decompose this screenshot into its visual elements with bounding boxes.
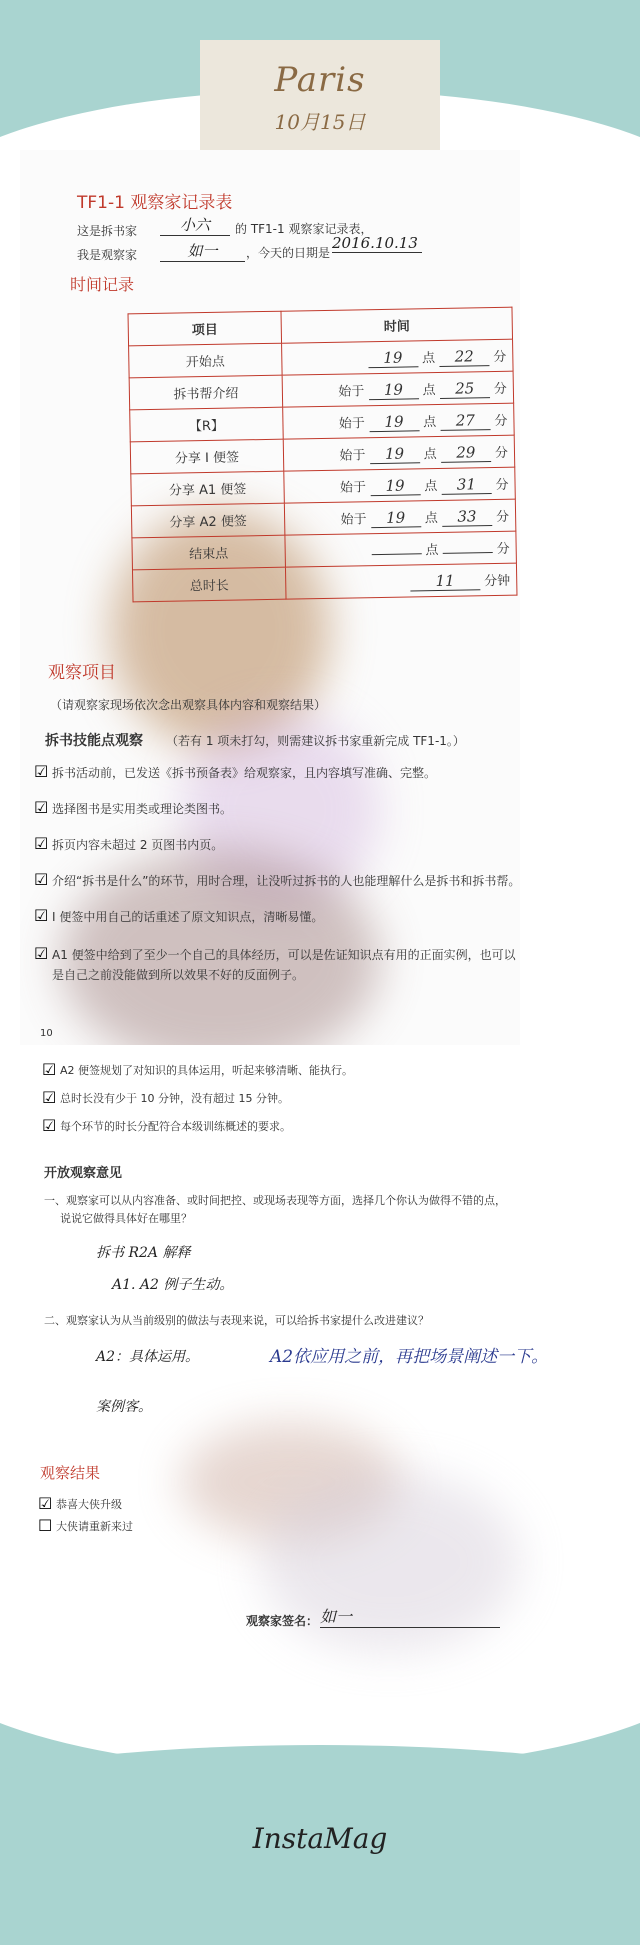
row-time: [285, 531, 517, 567]
hour: 19: [369, 444, 419, 464]
open-title: 开放观察意见: [44, 1166, 123, 1181]
author-name: 小六: [160, 214, 230, 236]
observation-section-title: 观察项目: [48, 663, 116, 683]
checkbox-checked[interactable]: ☑: [42, 1088, 57, 1107]
row-item: 拆书帮介绍: [129, 375, 283, 410]
unit: 分: [493, 349, 507, 365]
prefix: 始于: [339, 447, 366, 464]
result-option-1: 恭喜大侠升级: [56, 1498, 122, 1511]
prefix: 始于: [339, 479, 367, 496]
row-time: [282, 371, 514, 407]
hour: 19: [370, 476, 420, 496]
time-section-title: 时间记录: [70, 275, 135, 294]
table-row-total: [132, 563, 516, 602]
unit: 分: [495, 509, 510, 525]
total-label: 总时长: [132, 567, 286, 602]
unit: 分: [494, 413, 508, 429]
minute: [443, 552, 493, 554]
minute: 33: [442, 507, 492, 527]
sep: 点: [421, 350, 436, 366]
page-number: 10: [40, 1028, 53, 1039]
checkbox-checked[interactable]: ☑: [42, 1116, 57, 1135]
col-time: 时间: [281, 307, 513, 343]
sep: 点: [423, 446, 437, 462]
prefix: 始于: [340, 511, 367, 528]
date-card: [200, 40, 440, 150]
row-time: [283, 435, 515, 471]
question-2: 二、观察家认为从当前级别的做法与表现来说，可以给拆书家提什么改进建议？: [44, 1314, 429, 1327]
card-title: Paris: [274, 60, 366, 100]
checkbox-checked[interactable]: ☑: [42, 1060, 57, 1079]
form-title: TF1-1 观察家记录表: [77, 193, 233, 213]
row-time: [284, 499, 516, 535]
brand-footer: InstaMag: [252, 1822, 388, 1855]
check-item: 总时长没有少于 10 分钟，没有超过 15 分钟。: [60, 1092, 289, 1105]
card-date: 10月15日: [274, 110, 366, 134]
skill-title: 拆书技能点观察: [45, 733, 143, 749]
line1-label: 这是拆书家: [77, 224, 138, 238]
hour: 19: [369, 412, 419, 432]
answer-2-line-1: A2：具体运用。: [96, 1349, 200, 1365]
answer-2-blue: A2依应用之前，再把场景阐述一下。: [270, 1347, 549, 1367]
hour: 19: [368, 380, 418, 400]
answer-1-line-1: 拆书 R2A 解释: [96, 1245, 191, 1261]
form-date: 2016.10.13: [332, 234, 422, 253]
checkbox-checked[interactable]: ☑: [34, 798, 49, 817]
sep: 点: [422, 382, 436, 398]
checkbox-checked[interactable]: ☑: [34, 834, 49, 853]
checkbox-checked[interactable]: ☑: [34, 870, 49, 889]
check-item-continued: 是自己之前没能做到所以效果不好的反面例子。: [52, 968, 305, 982]
checkbox-empty[interactable]: ☐: [38, 1516, 53, 1535]
row-item: 分享 I 便签: [130, 439, 284, 474]
observer-name: 如一: [160, 240, 245, 262]
unit: 分: [495, 477, 509, 493]
question-1-b: 说说它做得具体好在哪里？: [60, 1212, 192, 1225]
minute: 27: [440, 411, 490, 431]
line2-label: 我是观察家: [77, 248, 138, 262]
prefix: 始于: [338, 383, 365, 400]
row-item: 【R】: [130, 407, 284, 442]
question-1: 一、观察家可以从内容准备、或时间把控、或现场表现等方面，选择几个你认为做得不错的点，: [44, 1194, 506, 1207]
checkbox-checked[interactable]: ☑: [34, 762, 49, 781]
result-title: 观察结果: [40, 1464, 101, 1482]
unit: 分: [493, 381, 508, 397]
line2-middle: ，今天的日期是: [246, 246, 331, 260]
minute: 22: [439, 347, 489, 367]
check-item: I 便签中用自己的话重述了原文知识点，清晰易懂。: [52, 910, 324, 924]
sep: 点: [424, 478, 438, 494]
hour: 19: [368, 348, 418, 368]
total-unit: 分钟: [484, 573, 511, 589]
line1-suffix: 的 TF1-1 观察家记录表，: [235, 222, 373, 236]
row-item: 分享 A2 便签: [131, 503, 285, 538]
checkbox-checked[interactable]: ☑: [34, 944, 49, 963]
hour: [371, 553, 421, 555]
result-option-2: 大侠请重新来过: [56, 1520, 133, 1533]
sep: 点: [424, 510, 438, 526]
unit: 分: [494, 445, 509, 461]
col-item: 项目: [128, 311, 282, 346]
minute: 29: [441, 443, 491, 463]
check-item: 拆页内容未超过 2 页图书内页。: [52, 838, 224, 852]
row-time: [284, 467, 516, 503]
total-time: [285, 563, 517, 599]
checkbox-checked[interactable]: ☑: [38, 1494, 53, 1513]
sep: 点: [425, 542, 439, 559]
minute: 25: [440, 379, 490, 399]
hour: 19: [370, 508, 420, 528]
unit: 分: [496, 541, 510, 557]
answer-1-line-2: A1. A2 例子生动。: [112, 1277, 234, 1293]
skill-note: （若有 1 项未打勾，则需建议拆书家重新完成 TF1-1。）: [166, 734, 465, 748]
checkbox-checked[interactable]: ☑: [34, 906, 49, 925]
row-time: [283, 403, 515, 439]
row-item: 分享 A1 便签: [131, 471, 285, 506]
check-item: A2 便签规划了对知识的具体运用，听起来够清晰、能执行。: [60, 1064, 354, 1077]
signature-value: 如一: [320, 1604, 500, 1628]
time-table: [128, 307, 518, 603]
photo-form-page-1: [20, 150, 520, 1045]
answer-2-line-2: 案例客。: [96, 1399, 152, 1415]
row-item: 开始点: [129, 343, 283, 378]
photo-form-page-2: [20, 1052, 638, 1709]
check-item: 介绍“拆书是什么”的环节，用时合理，让没听过拆书的人也能理解什么是拆书和拆书帮。: [52, 874, 520, 888]
check-item: 拆书活动前，已发送《拆书预备表》给观察家，且内容填写准确、完整。: [52, 766, 437, 780]
sep: 点: [423, 414, 437, 430]
check-item: A1 便签中给到了至少一个自己的具体经历，可以是佐证知识点有用的正面实例，也可以: [52, 948, 516, 962]
row-item: 结束点: [132, 535, 286, 570]
signature-label: 观察家签名：: [246, 1614, 319, 1628]
minute: 31: [441, 475, 491, 495]
row-time: [282, 339, 514, 375]
check-item: 选择图书是实用类或理论类图书。: [52, 802, 233, 816]
observation-note: （请观察家现场依次念出观察具体内容和观察结果）: [50, 698, 327, 712]
prefix: 始于: [338, 415, 365, 432]
total-value: 11: [410, 571, 480, 591]
check-item: 每个环节的时长分配符合本级训练概述的要求。: [60, 1120, 291, 1133]
